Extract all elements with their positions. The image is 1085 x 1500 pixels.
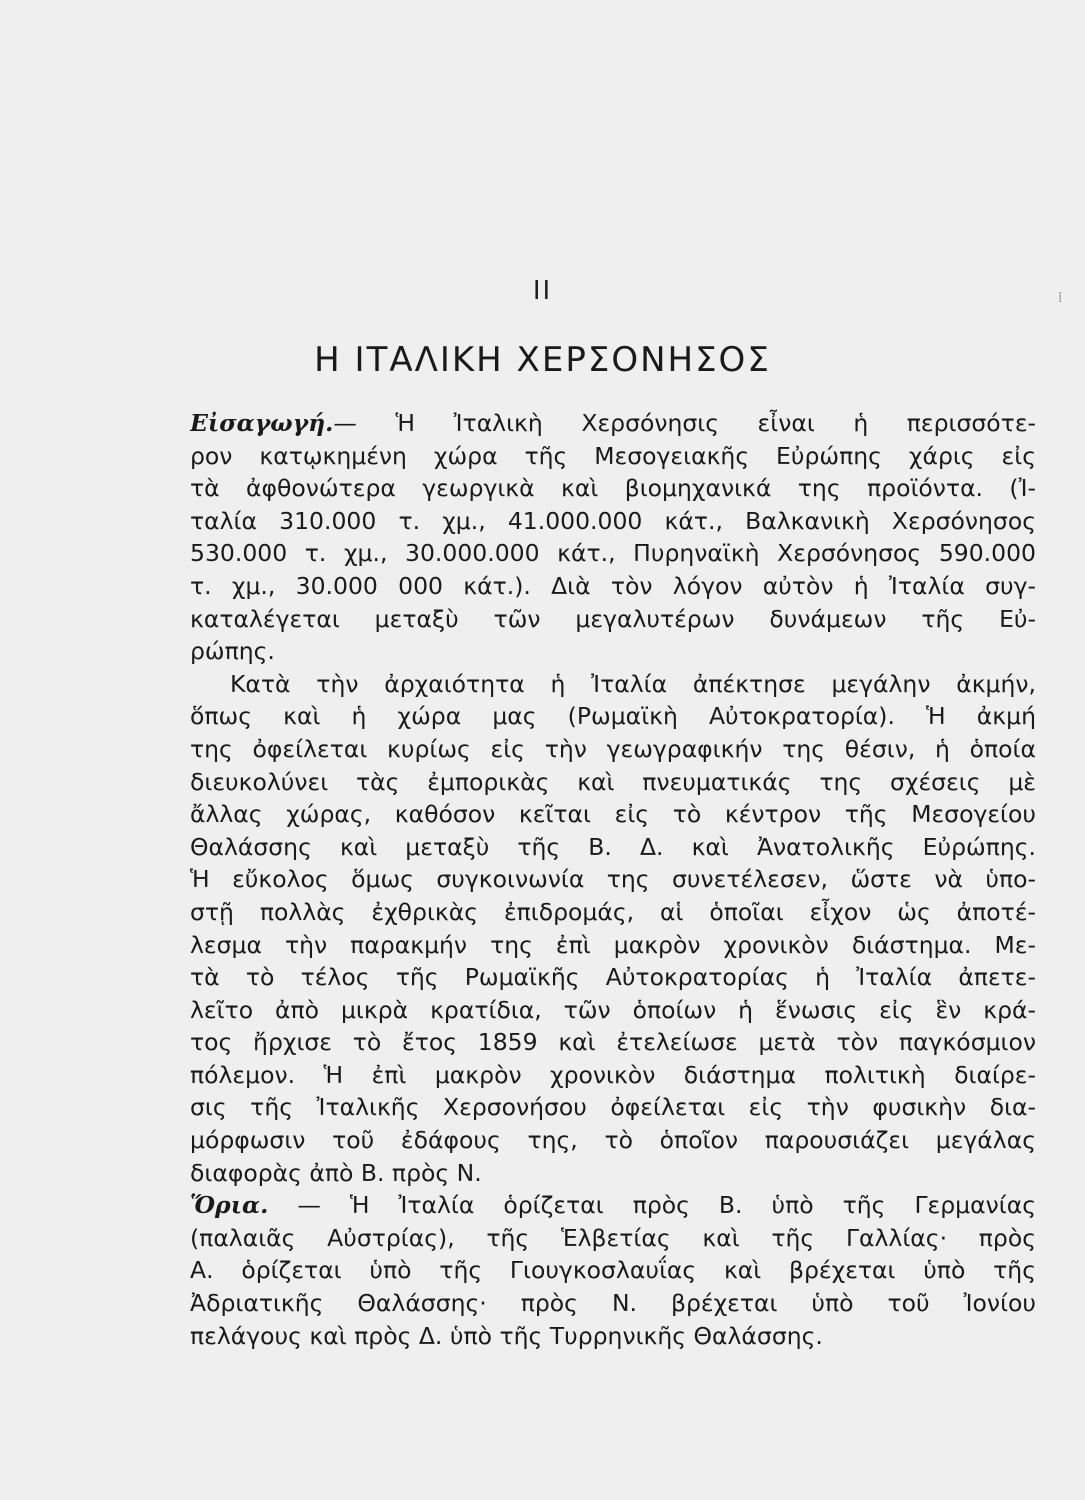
- text-line: της ὀφείλεται κυρίως εἰς τὴν γεωγραφικήν της θέσιν, ἡ ὁποία: [190, 734, 1036, 763]
- text-line: τὰ τὸ τέλος τῆς Ρωμαϊκῆς Αὐτοκρατορίας ἡ Ἰταλία ἀπετε-: [190, 963, 1036, 992]
- text-line: μόρφωσιν τοῦ ἐδάφους της, τὸ ὁποῖον παρουσιάζει μεγάλας: [190, 1126, 1036, 1155]
- text-line: Εἰσαγωγή.— Ἡ Ἰταλικὴ Χερσόνησις εἶναι ἡ περισσότε-: [190, 409, 1036, 437]
- text-line: Ἡ εὔκολος ὅμως συγκοινωνία της συνετέλεσεν, ὥστε νὰ ὑπο-: [190, 865, 1036, 894]
- text-line: Α. ὁρίζεται ὑπὸ τῆς Γιουγκοσλαυΐας καὶ βρέχεται ὑπὸ τῆς: [190, 1256, 1036, 1285]
- text-line: ταλία 310.000 τ. χμ., 41.000.000 κάτ., Βαλκανικὴ Χερσόνησος: [190, 506, 1036, 535]
- text-line: λεσμα τὴν παρακμήν της ἐπὶ μακρὸν χρονικὸν διάστημα. Με-: [190, 930, 1036, 959]
- text-line: σις τῆς Ἰταλικῆς Χερσονήσου ὀφείλεται εἰς τὴν φυσικὴν δια-: [190, 1093, 1036, 1122]
- section-heading-borders: Ὅρια.: [190, 1191, 269, 1220]
- text-line: στῇ πολλὰς ἐχθρικὰς ἐπιδρομάς, αἱ ὁποῖαι εἶχον ὡς ἀποτέ-: [190, 897, 1036, 926]
- text-line: τ. χμ., 30.000 000 κάτ.). Διὰ τὸν λόγον αὐτὸν ἡ Ἰταλία συγ-: [190, 571, 1036, 600]
- text-line: ὅπως καὶ ἡ χώρα μας (Ρωμαϊκὴ Αὐτοκρατορία). Ἡ ἀκμή: [190, 702, 1036, 731]
- text-line: λεῖτο ἀπὸ μικρὰ κρατίδια, τῶν ὁποίων ἡ ἕνωσις εἰς ἓν κρά-: [190, 995, 1036, 1024]
- body-text: [190, 407, 1036, 1352]
- text-line: Ἀδριατικῆς Θαλάσσης· πρὸς Ν. βρέχεται ὑπὸ τοῦ Ἰονίου: [190, 1289, 1036, 1318]
- paragraph-borders: [190, 1189, 1036, 1352]
- text-line: πελάγους καὶ πρὸς Δ. ὑπὸ τῆς Τυρρηνικῆς Θαλάσσης.: [190, 1321, 823, 1350]
- text-line: 530.000 τ. χμ., 30.000.000 κάτ., Πυρηναϊκὴ Χερσόνησος 590.000: [190, 539, 1036, 568]
- text-line: Θαλάσσης καὶ μεταξὺ τῆς Β. Δ. καὶ Ἀνατολικῆς Εὐρώπης.: [190, 832, 1036, 861]
- page-edge-mark: ⁞: [1058, 290, 1063, 306]
- text-line: ἄλλας χώρας, καθόσον κεῖται εἰς τὸ κέντρον τῆς Μεσογείου: [190, 800, 1036, 829]
- text-line: τὰ ἀφθονώτερα γεωργικὰ καὶ βιομηχανικά της προϊόντα. (Ἰ-: [190, 474, 1036, 503]
- text-line: καταλέγεται μεταξὺ τῶν μεγαλυτέρων δυνάμεων τῆς Εὐ-: [190, 604, 1036, 633]
- text-line: ρον κατῳκημένη χώρα τῆς Μεσογειακῆς Εὐρώπης χάρις εἰς: [190, 441, 1036, 470]
- text-line: πόλεμον. Ἡ ἐπὶ μακρὸν χρονικὸν διάστημα πολιτικὴ διαίρε-: [190, 1060, 1036, 1089]
- text-line: Ὅρια. — Ἡ Ἰταλία ὁρίζεται πρὸς Β. ὑπὸ τῆς Γερμανίας: [190, 1191, 1036, 1220]
- section-heading-introduction: Εἰσαγωγή.: [190, 409, 334, 437]
- text-line: Κατὰ τὴν ἀρχαιότητα ἡ Ἰταλία ἀπέκτησε μεγάλην ἀκμήν,: [230, 669, 1036, 698]
- text-line: διαφορὰς ἀπὸ Β. πρὸς Ν.: [190, 1158, 482, 1187]
- text-line: (παλαιᾶς Αὐστρίας), τῆς Ἑλβετίας καὶ τῆς Γαλλίας· πρὸς: [190, 1223, 1036, 1252]
- paragraph-introduction: [190, 407, 1036, 668]
- paragraph-history: [190, 668, 1036, 1190]
- text-line: ρώπης.: [190, 637, 275, 666]
- chapter-title: Η ΙΤΑΛΙΚΗ ΧΕΡΣΟΝΗΣΟΣ: [314, 340, 771, 380]
- text-line: τος ἤρχισε τὸ ἔτος 1859 καὶ ἐτελείωσε μετὰ τὸν παγκόσμιον: [190, 1028, 1036, 1057]
- page-number: II: [532, 276, 553, 306]
- text-line: διευκολύνει τὰς ἐμπορικὰς καὶ πνευματικάς της σχέσεις μὲ: [190, 767, 1036, 796]
